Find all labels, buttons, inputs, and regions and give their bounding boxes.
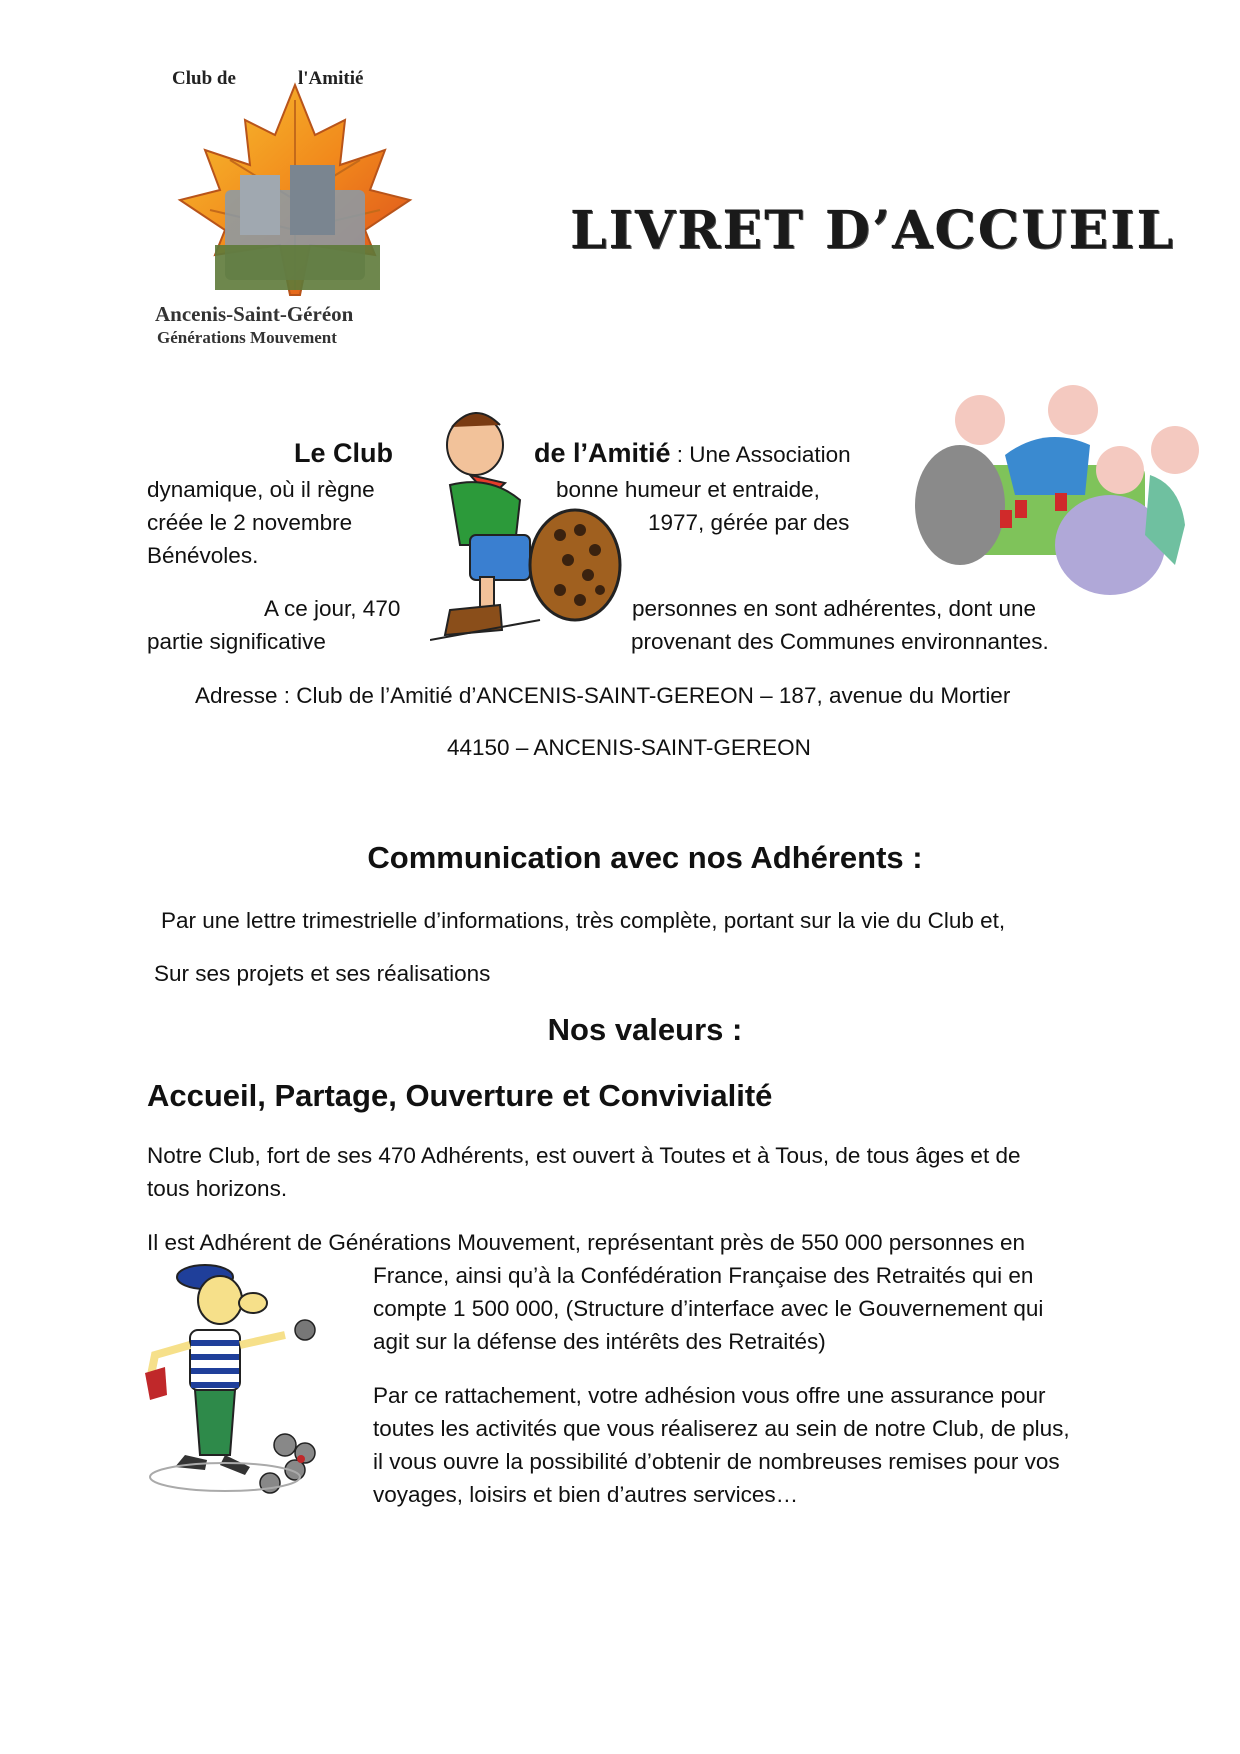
valeurs-p3-line2: toutes les activités que vous réaliserez au sein de notre Club, de plus, (373, 1416, 1070, 1441)
intro-line4: Bénévoles. (147, 543, 259, 568)
intro-line1-rest: : Une Association (670, 442, 851, 467)
intro-line2b: bonne humeur et entraide, (556, 477, 820, 502)
card-players-illustration-icon (905, 385, 1205, 605)
communication-line1: Par une lettre trimestrielle d’informations, très complète, portant sur la vie du Club et, (161, 908, 1006, 933)
maple-leaf-logo-icon (170, 80, 420, 300)
intro-line2a: dynamique, où il règne (147, 477, 375, 502)
valeurs-p2-line4: agit sur la défense des intérêts des Retraités) (373, 1329, 826, 1354)
communication-heading: Communication avec nos Adhérents : (367, 840, 923, 875)
intro-line5a: A ce jour, 470 (264, 596, 401, 621)
valeurs-subheading: Accueil, Partage, Ouverture et Convivialité (147, 1078, 773, 1113)
valeurs-p1-line2: tous horizons. (147, 1176, 288, 1201)
intro-amitie-bold: de l’Amitié (534, 438, 671, 468)
logo-amitie: l'Amitié (298, 68, 364, 89)
logo-town: Ancenis-Saint-Géréon (155, 302, 354, 326)
intro-club-bold: Le Club (294, 438, 393, 468)
valeurs-p3-line4: voyages, loisirs et bien d’autres services… (373, 1482, 799, 1507)
address-line2: 44150 – ANCENIS-SAINT-GEREON (447, 735, 811, 760)
valeurs-p2-line1: Il est Adhérent de Générations Mouvement, représentant près de 550 000 personnes en (147, 1230, 1026, 1255)
valeurs-p2-line2: France, ainsi qu’à la Confédération Française des Retraités qui en (373, 1263, 1034, 1288)
petanque-player-cartoon-icon (145, 1255, 345, 1505)
logo-network: Générations Mouvement (157, 328, 337, 347)
valeurs-heading: Nos valeurs : (547, 1012, 743, 1047)
club-logo (155, 68, 430, 360)
intro-line3a: créée le 2 novembre (147, 510, 353, 535)
valeurs-p2-line3: compte 1 500 000, (Structure d’interface avec le Gouvernement qui (373, 1296, 1044, 1321)
valeurs-p1-line1: Notre Club, fort de ses 470 Adhérents, est ouvert à Toutes et à Tous, de tous âges et de (147, 1143, 1021, 1168)
address-line1: Adresse : Club de l’Amitié d’ANCENIS-SAINT-GEREON – 187, avenue du Mortier (195, 683, 1011, 708)
logo-club-de: Club de (172, 68, 236, 89)
intro-line6a: partie significative (147, 629, 326, 654)
intro-line6b: provenant des Communes environnantes. (631, 629, 1049, 654)
intro-line3b: 1977, gérée par des (648, 510, 850, 535)
valeurs-p3-line3: il vous ouvre la possibilité d’obtenir de nombreuses remises pour vos (373, 1449, 1060, 1474)
page-title: LIVRET D’ACCUEIL (570, 200, 1176, 261)
communication-line2: Sur ses projets et ses réalisations (154, 961, 491, 986)
intro-line5b: personnes en sont adhérentes, dont une (632, 596, 1037, 621)
valeurs-p3-line1: Par ce rattachement, votre adhésion vous offre une assurance pour (373, 1383, 1046, 1408)
